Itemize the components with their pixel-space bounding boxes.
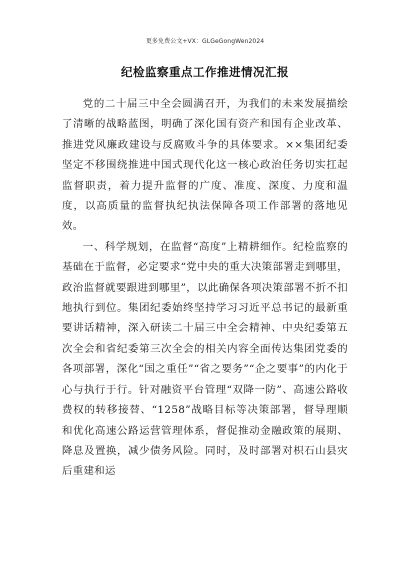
header-note: 更多免费公文+VX：GLGeGongWen2024	[145, 38, 265, 45]
document-body	[62, 94, 348, 482]
document-title: 纪检监察重点工作推进情况汇报	[121, 65, 289, 79]
section-one-paragraph: 一、科学规划，在监督“高度”上精耕细作。纪检监察的基础在于监督，必定要求“党中央的重大决策部署走到哪里，政治监督就要跟进到哪里”，以此确保各项决策部署不折不扣地执行到位。集团纪委始终坚持学习习近平总书记的最新重要讲话精神，深入研读二十届三中全会精神、中央纪委第五次全会和省纪委第三次全会的相关内容全面传达集团党委的各项部署，深化“国之重任”“省之要务”“企之要事”的内化于心与执行于行。针对融资平台管理“双降一防”、高速公路收费权的转移接替、“1258”战略目标等决策部署，督导理顺和优化高速公路运营管理体系，督促推动金融政策的展期、降息及置换，减少债务风险。同时，及时部署对枳石山县灾后重建和运	[62, 240, 348, 478]
intro-paragraph: 党的二十届三中全会圆满召开，为我们的未来发展描绘了清晰的战略蓝图，明确了深化国有资产和国有企业改革、推进党风廉政建设与反腐败斗争的具体要求。××集团纪委坚定不移围绕推进中国式现代化这一核心政治任务切实扛起监督职责，着力提升监督的广度、准度、深度、力度和温度，以高质量的监督执纪执法保障各项工作部署的落地见效。	[62, 98, 348, 233]
